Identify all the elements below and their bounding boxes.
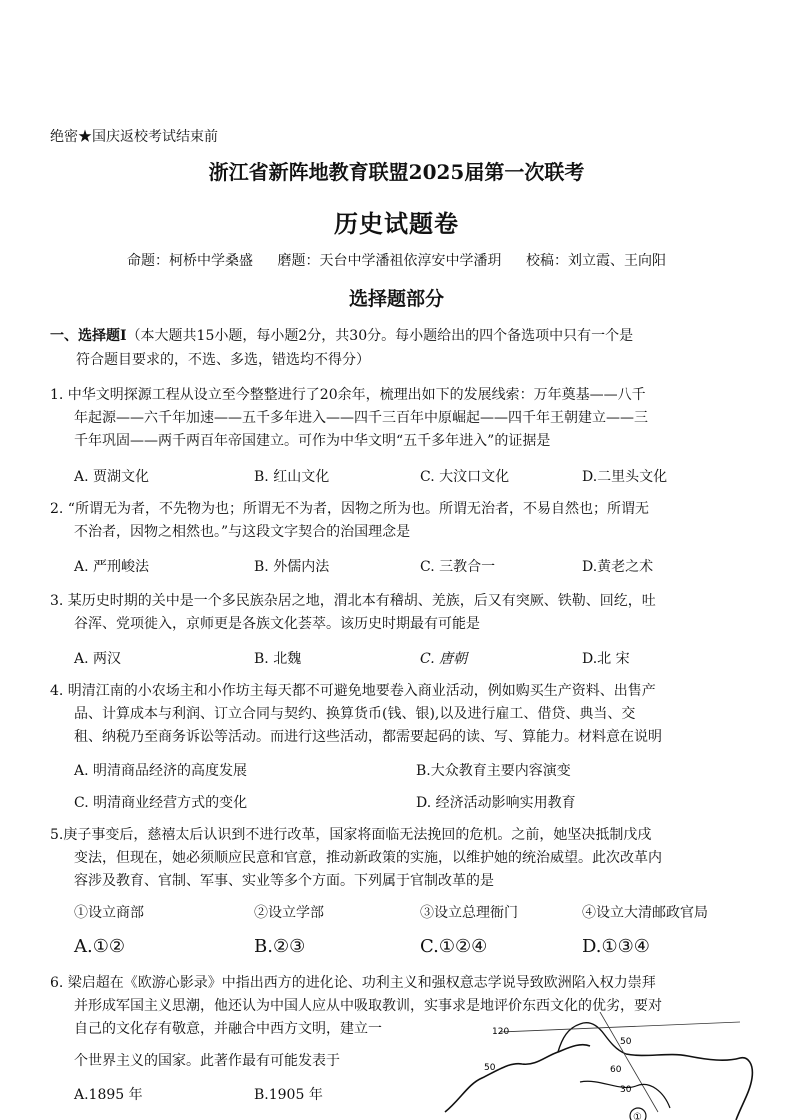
question-6-line-2: 并形成军国主义思潮，他还认为中国人应从中吸取教训，实事求是地评价东西文化的优劣，要对: [74, 998, 662, 1014]
exam-title: 浙江省新阵地教育联盟2025届第一次联考: [208, 160, 585, 184]
map-label-120: 120: [492, 1027, 510, 1037]
question-1-line-3: 千年巩固——两千两百年帝国建立。可作为中华文明“五千多年进入”的证据是: [74, 433, 551, 449]
question-5-line-3: 容涉及教育、官制、军事、实业等多个方面。下列属于官制改革的是: [74, 873, 494, 889]
question-2: [50, 498, 750, 544]
question-5: [50, 824, 750, 893]
credit-reviewer: 磨题：天台中学潘祖依淳安中学潘玥: [277, 253, 502, 269]
question-3-options: [74, 648, 754, 670]
question-5-line-1: 5.庚子事变后，慈禧太后认识到不进行改革，国家将面临无法挽回的危机。之前，她坚决抵制戊戌: [50, 827, 652, 843]
part-heading: 选择题部分: [348, 288, 444, 310]
item-3: ③设立总理衙门: [420, 905, 518, 921]
question-4-options-row-2: [74, 792, 754, 814]
map-parallel: [500, 1022, 740, 1032]
item-4: ④设立大清邮政官局: [582, 905, 708, 921]
option-a: A.1895 年: [74, 1087, 143, 1103]
question-6-line-1: 6. 梁启超在《欧游心影录》中指出西方的进化论、功利主义和强权意志学说导致欧洲陷入权力崇拜: [50, 975, 656, 991]
question-4-line-2: 品、计算成本与利润、订立合同与契约、换算货币(钱、银),以及进行雇工、借贷、典当、交: [74, 706, 636, 722]
question-4-options-row-1: [74, 760, 754, 782]
map-label-60: 60: [610, 1065, 622, 1075]
credit-author: 命题：柯桥中学桑盛: [127, 253, 254, 269]
question-5-items: [74, 902, 754, 924]
option-c: C. 大汶口文化: [420, 469, 510, 485]
question-6-line-4: 个世界主义的国家。此著作最有可能发表于: [74, 1053, 340, 1069]
question-1: [50, 384, 750, 453]
question-2-line-1: 2. “所谓无为者，不先物为也；所谓无不为者，因物之所为也。所谓无治者，不易自然也；所谓无: [50, 501, 649, 517]
item-2: ②设立学部: [254, 905, 324, 921]
confidential-note: 绝密★国庆返校考试结束前: [50, 129, 218, 145]
question-4-line-3: 租、纳税乃至商务诉讼等活动。而进行这些活动，都需要起码的读、写、算能力。材料意在说明: [74, 729, 662, 745]
item-1: ①设立商部: [74, 905, 144, 921]
question-5-options: [74, 936, 754, 958]
map-label-50-top: 50: [620, 1037, 632, 1047]
question-3-line-2: 谷浑、党项徙入，京师更是各族文化荟萃。该历史时期最有可能是: [74, 616, 480, 632]
option-c: C.①②④: [420, 936, 488, 957]
question-2-options: [74, 556, 754, 578]
option-a: A. 明清商品经济的高度发展: [74, 763, 248, 779]
option-b: B. 红山文化: [254, 469, 330, 485]
credit-proofreader: 校稿：刘立霞、王向阳: [525, 253, 666, 269]
question-1-options: [74, 466, 754, 488]
map-coastline-east: [626, 1054, 752, 1120]
option-a: A. 严刑峻法: [74, 559, 150, 575]
option-c: C. 三教合一: [420, 559, 496, 575]
europe-map-sketch: [440, 1012, 760, 1120]
map-coastline-west: [445, 1045, 590, 1112]
option-b: B.大众教育主要内容演变: [416, 763, 571, 779]
question-6-line-3: 自己的文化存有敬意，并融合中西方文明，建立一: [74, 1021, 382, 1037]
option-a: A.①②: [74, 936, 125, 957]
option-b: B. 北魏: [254, 651, 302, 667]
map-label-50-left: 50: [484, 1063, 496, 1073]
question-3: [50, 590, 750, 636]
question-4: [50, 680, 750, 749]
option-d: D.北 宋: [582, 651, 630, 667]
option-d: D.二里头文化: [582, 469, 668, 485]
question-2-line-2: 不治者，因物之相然也。”与这段文字契合的治国理念是: [74, 524, 411, 540]
question-4-line-1: 4. 明清江南的小农场主和小作坊主每天都不可避免地要卷入商业活动，例如购买生产资料、出售产: [50, 683, 656, 699]
question-5-line-2: 变法，但现在，她必须顺应民意和官意，推动新政策的实施，以维护她的统治威望。此次改革内: [74, 850, 662, 866]
map-label-30: 30: [620, 1085, 632, 1095]
section-number: 一、选择题Ⅰ: [50, 328, 127, 344]
option-c: C. 唐朝: [420, 651, 468, 667]
section-heading: [50, 324, 750, 372]
option-d: D.黄老之术: [582, 559, 654, 575]
option-c: C. 明清商业经营方式的变化: [74, 795, 248, 811]
question-1-line-1: 1. 中华文明探源工程从设立至今整整进行了20余年，梳理出如下的发展线索：万年奠基——八千: [50, 387, 646, 403]
credits-line: [0, 250, 793, 270]
exam-subtitle: 历史试题卷: [334, 209, 459, 238]
option-b: B.②③: [254, 936, 306, 957]
option-a: A. 贾湖文化: [74, 469, 150, 485]
map-label-marker: ①: [633, 1112, 642, 1120]
option-d: D. 经济活动影响实用教育: [416, 795, 576, 811]
section-desc-line1: （本大题共15小题，每小题2分，共30分。每小题给出的四个备选项中只有一个是: [126, 328, 634, 344]
question-1-line-2: 年起源——六千年加速——五千多年进入——四千三百年中原崛起——四千年王朝建立——三: [74, 410, 648, 426]
option-d: D.①③④: [582, 936, 650, 957]
option-a: A. 两汉: [74, 651, 122, 667]
question-3-line-1: 3. 某历史时期的关中是一个多民族杂居之地，渭北本有稽胡、羌族，后又有突厥、铁勒、回纥，吐: [50, 593, 656, 609]
option-b: B. 外儒内法: [254, 559, 330, 575]
section-desc-line2: 符合题目要求的，不选、多选，错选均不得分）: [76, 352, 370, 368]
option-b: B.1905 年: [254, 1087, 323, 1103]
